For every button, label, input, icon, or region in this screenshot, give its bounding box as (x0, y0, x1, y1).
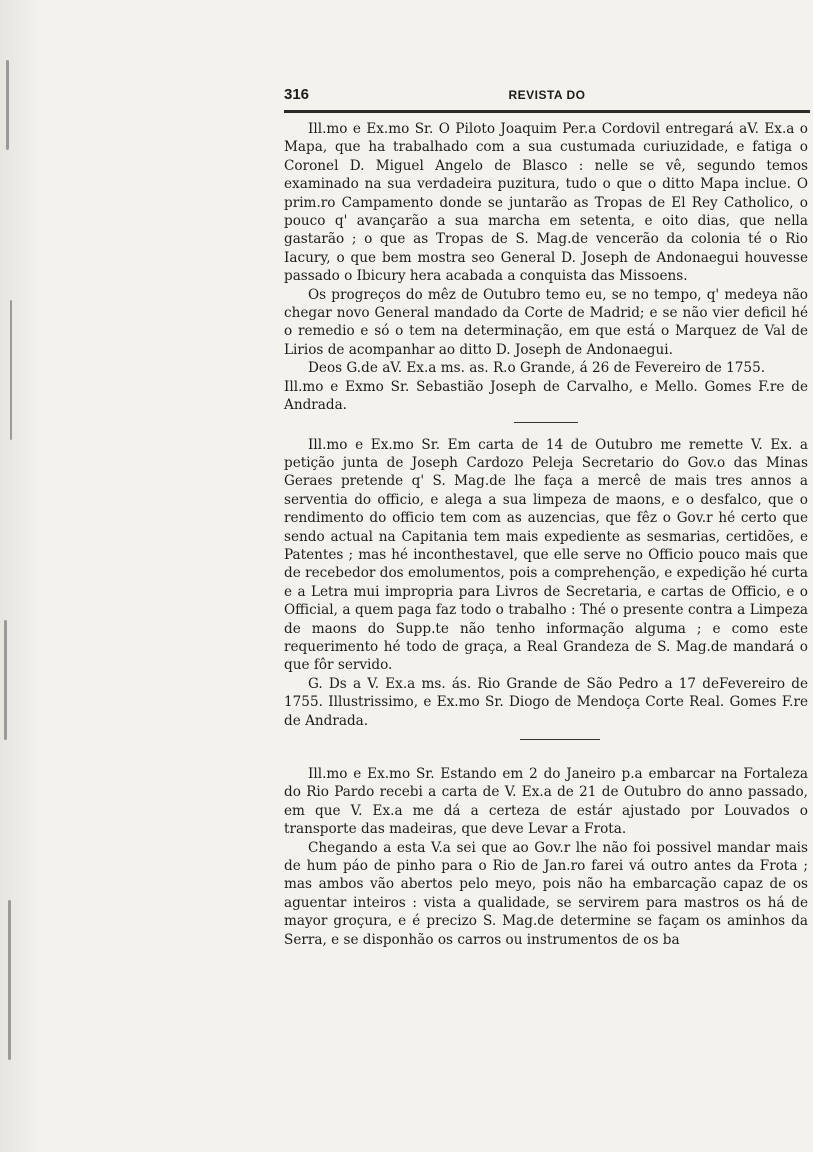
letter-closing: G. Ds a V. Ex.a ms. ás. Rio Grande de São Pedro a 17 deFevereiro de 1755. Illustrissimo, e Ex.mo Sr. Diogo de Mendoça Corte Real. Gomes F.re de Andrada. (284, 675, 808, 729)
section-divider (514, 422, 578, 423)
binding-shadow (4, 620, 7, 740)
binding-shadow (6, 60, 9, 150)
letter-paragraph: Os progreços do mêz de Outubro temo eu, se no tempo, q' medeya não chegar novo General mandado da Corte de Madrid; e se não vier deficil hé o remedio e só o tem na determinação, em que está o Marquez de Val de Lirios de acompanhar ao ditto D. Joseph de Andonaegui. (284, 286, 808, 358)
letter-signature: Ill.mo e Exmo Sr. Sebastião Joseph de Carvalho, e Mello. Gomes F.re de Andrada. (284, 378, 808, 414)
letter-closing: Deos G.de aV. Ex.a ms. as. R.o Grande, á 26 de Fevereiro de 1755. (308, 360, 766, 377)
scanned-page-edge (0, 0, 40, 1152)
page-number: 316 (284, 86, 310, 103)
binding-shadow (10, 300, 12, 440)
letter-2 (284, 436, 808, 731)
letter-3 (284, 765, 808, 949)
page-header (284, 86, 810, 113)
page-body (284, 120, 808, 949)
letter-paragraph: Ill.mo e Ex.mo Sr. Estando em 2 do Janeiro p.a embarcar na Fortaleza do Rio Pardo recebi a carta de V. Ex.a de 21 de Outubro do anno passado, em que V. Ex.a me dá a certeza de estár ajustado por Louvados o transporte das madeiras, que deve Levar a Frota. (284, 766, 808, 838)
letter-paragraph: Ill.mo e Ex.mo Sr. O Piloto Joaquim Per.a Cordovil entregará aV. Ex.a o Mapa, que ha trabalhado com a sua custumada curiuzidade, e fatiga o Coronel D. Miguel Angelo de Blasco : nelle se vê, segundo temos examinado na sua verdadeira puzitura, tudo o que o ditto Mapa inclue. O prim.ro Campamento donde se juntarão as Tropas de El Rey Catholico, o pouco q' avançarão a sua marcha em setenta, e oito dias, que nella gastarão ; o que as Tropas de S. Mag.de vencerão da colonia té o Rio Iacury, o que bem mostra seo General D. Joseph de Andonaegui houvesse passado o Ibicury hera acabada a conquista das Missoens. (284, 121, 808, 285)
letter-1 (284, 120, 808, 415)
binding-shadow (8, 900, 11, 1060)
letter-paragraph: Chegando a esta V.a sei que ao Gov.r lhe não foi possivel mandar mais de hum páo de pinho para o Rio de Jan.ro farei vá outro antes da Frota ; mas ambos vão abertos pelo meyo, pois não ha embarcação capaz de os aguentar inteiros : vista a qualidade, se servirem para mastros os há de mayor groçura, e é precizo S. Mag.de determine se façam os aminhos da Serra, e se disponhão os carros ou instrumentos de os ba (284, 839, 808, 948)
section-divider (520, 739, 600, 740)
running-title: REVISTA DO (508, 88, 586, 102)
letter-paragraph: Ill.mo e Ex.mo Sr. Em carta de 14 de Outubro me remette V. Ex. a petição junta de Joseph Cardozo Peleja Secretario do Gov.o das Minas Geraes pretende q' S. Mag.de lhe faça a mercê de mais tres annos a serventia do officio, e alega a sua limpeza de maons, e o desfalco, que o rendimento do officio tem com as auzencias, que fêz o Gov.r hé certo que sendo actual na Capitania tem mais expediente as sesmarias, certidões, e Patentes ; mas hé inconthestavel, que elle serve no Officio pouco mais que de recebedor dos emolumentos, pois a comprehenção, e expedição hé curta e a Letra mui impropria para Livros de Secretaria, e cartas de Officio, e o Official, a quem paga faz todo o trabalho : Thé o presente contra a Limpeza de maons do Supp.te não tenho informação alguma ; e como este requerimento hé todo de graça, a Real Grandeza de S. Mag.de mandará o que fôr servido. (284, 436, 808, 674)
